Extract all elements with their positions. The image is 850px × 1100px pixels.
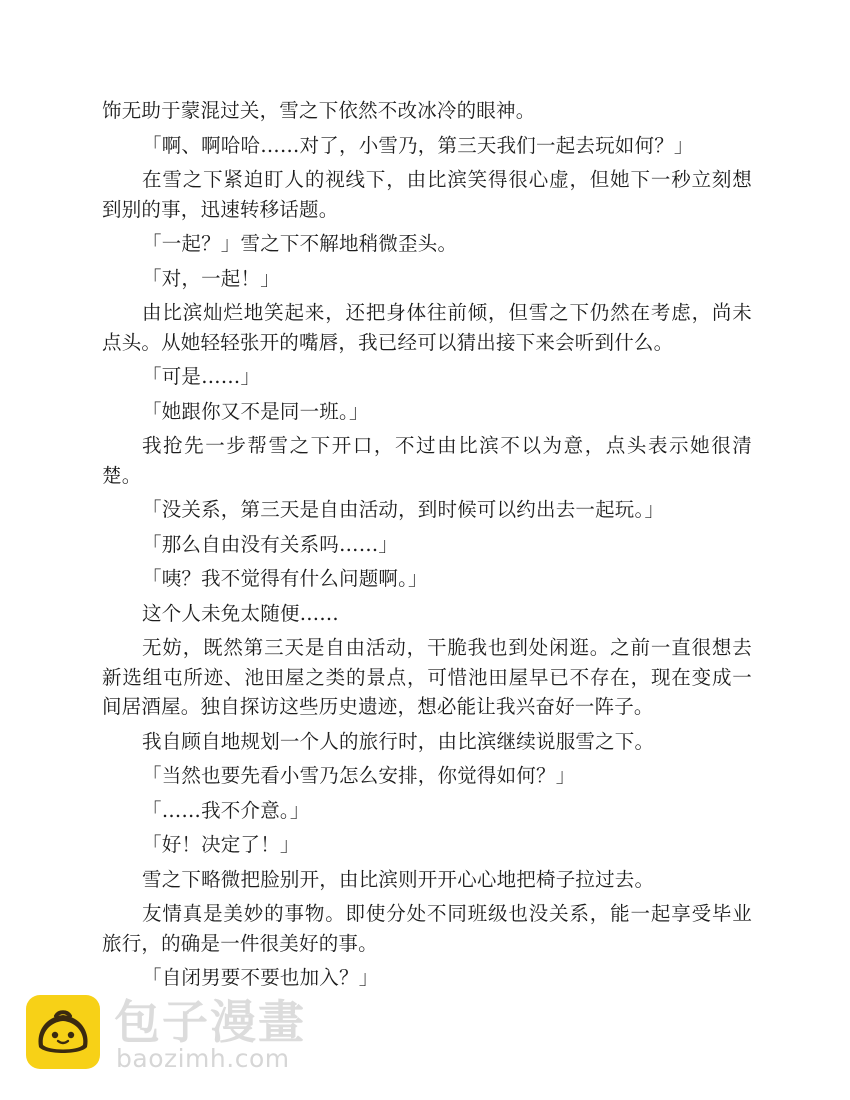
text-body	[102, 96, 752, 993]
paragraph: 「一起？」雪之下不解地稍微歪头。	[142, 232, 458, 255]
paragraph: 「没关系，第三天是自由活动，到时候可以约出去一起玩。」	[142, 498, 665, 521]
paragraph: 雪之下略微把脸别开，由比滨则开开心心地把椅子拉过去。	[142, 867, 655, 891]
paragraph: 在雪之下紧迫盯人的视线下，由比滨笑得很心虚，但她下一秒立刻想到别的事，迅速转移话题。	[102, 168, 752, 221]
paragraph: 我自顾自地规划一个人的旅行时，由比滨继续说服雪之下。	[142, 729, 655, 753]
paragraph: 「自闭男要不要也加入？」	[142, 966, 379, 989]
watermark-url: baozimh.com	[116, 1044, 290, 1073]
paragraph: 「她跟你又不是同一班。」	[142, 399, 369, 423]
paragraph: 「对，一起！」	[142, 266, 280, 290]
paragraph: 我抢先一步帮雪之下开口，不过由比滨不以为意，点头表示她很清楚。	[102, 434, 752, 487]
paragraph: 饰无助于蒙混过关，雪之下依然不改冰冷的眼神。	[102, 99, 536, 122]
watermark	[26, 995, 326, 1075]
paragraph: 这个人未免太随便……	[142, 601, 340, 625]
paragraph: 「当然也要先看小雪乃怎么安排，你觉得如何？」	[142, 764, 576, 787]
paragraph: 由比滨灿烂地笑起来，还把身体往前倾，但雪之下仍然在考虑，尚未点头。从她轻轻张开的嘴唇，我已经可以猜出接下来会听到什么。	[102, 301, 752, 354]
paragraph: 「咦？我不觉得有什么问题啊。」	[142, 567, 428, 590]
paragraph: 无妨，既然第三天是自由活动，干脆我也到处闲逛。之前一直很想去新选组屯所迹、池田屋之类的景点，可惜池田屋早已不存在，现在变成一间居酒屋。独自探访这些历史遗迹，想必能让我兴奋好一阵子。	[102, 636, 752, 718]
paragraph: 「……我不介意。」	[142, 798, 310, 822]
paragraph: 「可是……」	[142, 365, 261, 388]
paragraph: 友情真是美妙的事物。即使分处不同班级也没关系，能一起享受毕业旅行，的确是一件很美好的事。	[102, 902, 752, 955]
paragraph: 「那么自由没有关系吗……」	[142, 532, 399, 556]
paragraph: 「啊、啊哈哈……对了，小雪乃，第三天我们一起去玩如何？」	[142, 133, 694, 157]
paragraph: 「好！决定了！」	[142, 833, 300, 856]
watermark-title: 包子漫畫	[114, 995, 306, 1049]
baozi-bun-icon	[26, 995, 100, 1069]
